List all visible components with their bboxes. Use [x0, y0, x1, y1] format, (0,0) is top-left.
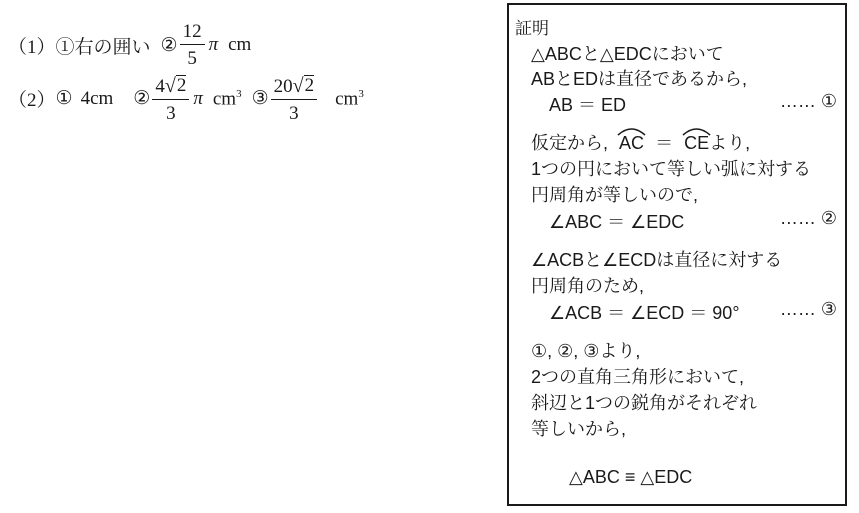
sqrt-symbol: √ 2 — [164, 74, 187, 97]
answer-1-label: （1） — [8, 36, 56, 58]
proof-conclusion: △ABC ≡ △EDC — [569, 467, 693, 487]
answer-1-part2-mark: ② — [160, 34, 178, 56]
proof-line-14: 等しいから, — [531, 419, 627, 439]
proof-line-11: ①, ②, ③より, — [531, 341, 641, 361]
proof-tag-3: …… ③ — [779, 299, 837, 319]
proof-line-2: ABとEDは直径であるから, — [531, 69, 748, 89]
proof-tag-1: …… ① — [779, 91, 837, 111]
proof-tag-2: …… ② — [779, 208, 837, 228]
arc-ac: AC — [619, 133, 644, 154]
answer-2-root-3: 2 — [304, 75, 315, 96]
answer-2-coef-3: 20 — [273, 75, 293, 97]
proof-line-10: ∠ACB ＝ ∠ECD ＝ 90° — [549, 303, 740, 323]
answer-2-fraction-3 — [271, 75, 317, 123]
answer-2-coef-2: 4 — [155, 75, 165, 97]
proof-line-6: 円周角が等しいので, — [531, 185, 699, 205]
answer-2-label: （2） — [8, 90, 56, 112]
answer-2-denominator-3: 3 — [289, 102, 299, 124]
answer-2-root-2: 2 — [176, 75, 187, 96]
answer-line-2 — [8, 75, 364, 123]
answer-1-pi: π — [208, 34, 219, 55]
answer-2-fraction-2 — [152, 75, 189, 123]
answer-2-numerator-3 — [271, 75, 317, 100]
answer-2-unit-2: $cm^3$ — [212, 87, 242, 110]
proof-line-13: 斜辺と1つの鋭角がそれぞれ — [531, 393, 758, 413]
answer-2-numerator-2 — [152, 75, 189, 100]
proof-title: 証明 — [515, 19, 549, 38]
proof-line-3: AB ＝ ED — [549, 95, 627, 115]
answer-2-part3-mark: ③ — [251, 88, 269, 110]
proof-line-7: ∠ABC ＝ ∠EDC — [549, 212, 685, 232]
proof-line-8: ∠ACBと∠ECDは直径に対する — [531, 250, 783, 270]
answer-1-numerator: 12 — [180, 22, 205, 45]
answer-2-part2-mark: ② — [133, 88, 151, 110]
answer-1-part1: ①右の囲い — [55, 36, 151, 58]
answer-2-unit-3: $cm^3$ — [335, 87, 364, 110]
answer-2-denominator-2: 3 — [166, 102, 176, 124]
answer-2-part1-mark: ① — [55, 88, 73, 110]
proof-line-9: 円周角のため, — [531, 276, 645, 296]
answer-2-pi: π — [193, 87, 203, 109]
answer-1-denominator: 5 — [187, 48, 197, 69]
proof-line-4: 仮定から, AC ＝ CEより, — [531, 129, 750, 155]
proof-line-5: 1つの円において等しい弧に対する — [531, 159, 812, 179]
sqrt-symbol: √ 2 — [292, 74, 315, 97]
arc-ce: CE — [684, 133, 709, 154]
answer-1-unit: cm — [228, 34, 252, 55]
answer-line-1 — [8, 22, 251, 68]
proof-line-1: △ABCと△EDCにおいて — [531, 44, 724, 64]
proof-box — [507, 3, 847, 506]
answer-2-part1-value: 4cm — [80, 87, 114, 109]
answer-1-fraction — [180, 22, 205, 68]
proof-line-12: 2つの直角三角形において, — [531, 367, 745, 387]
